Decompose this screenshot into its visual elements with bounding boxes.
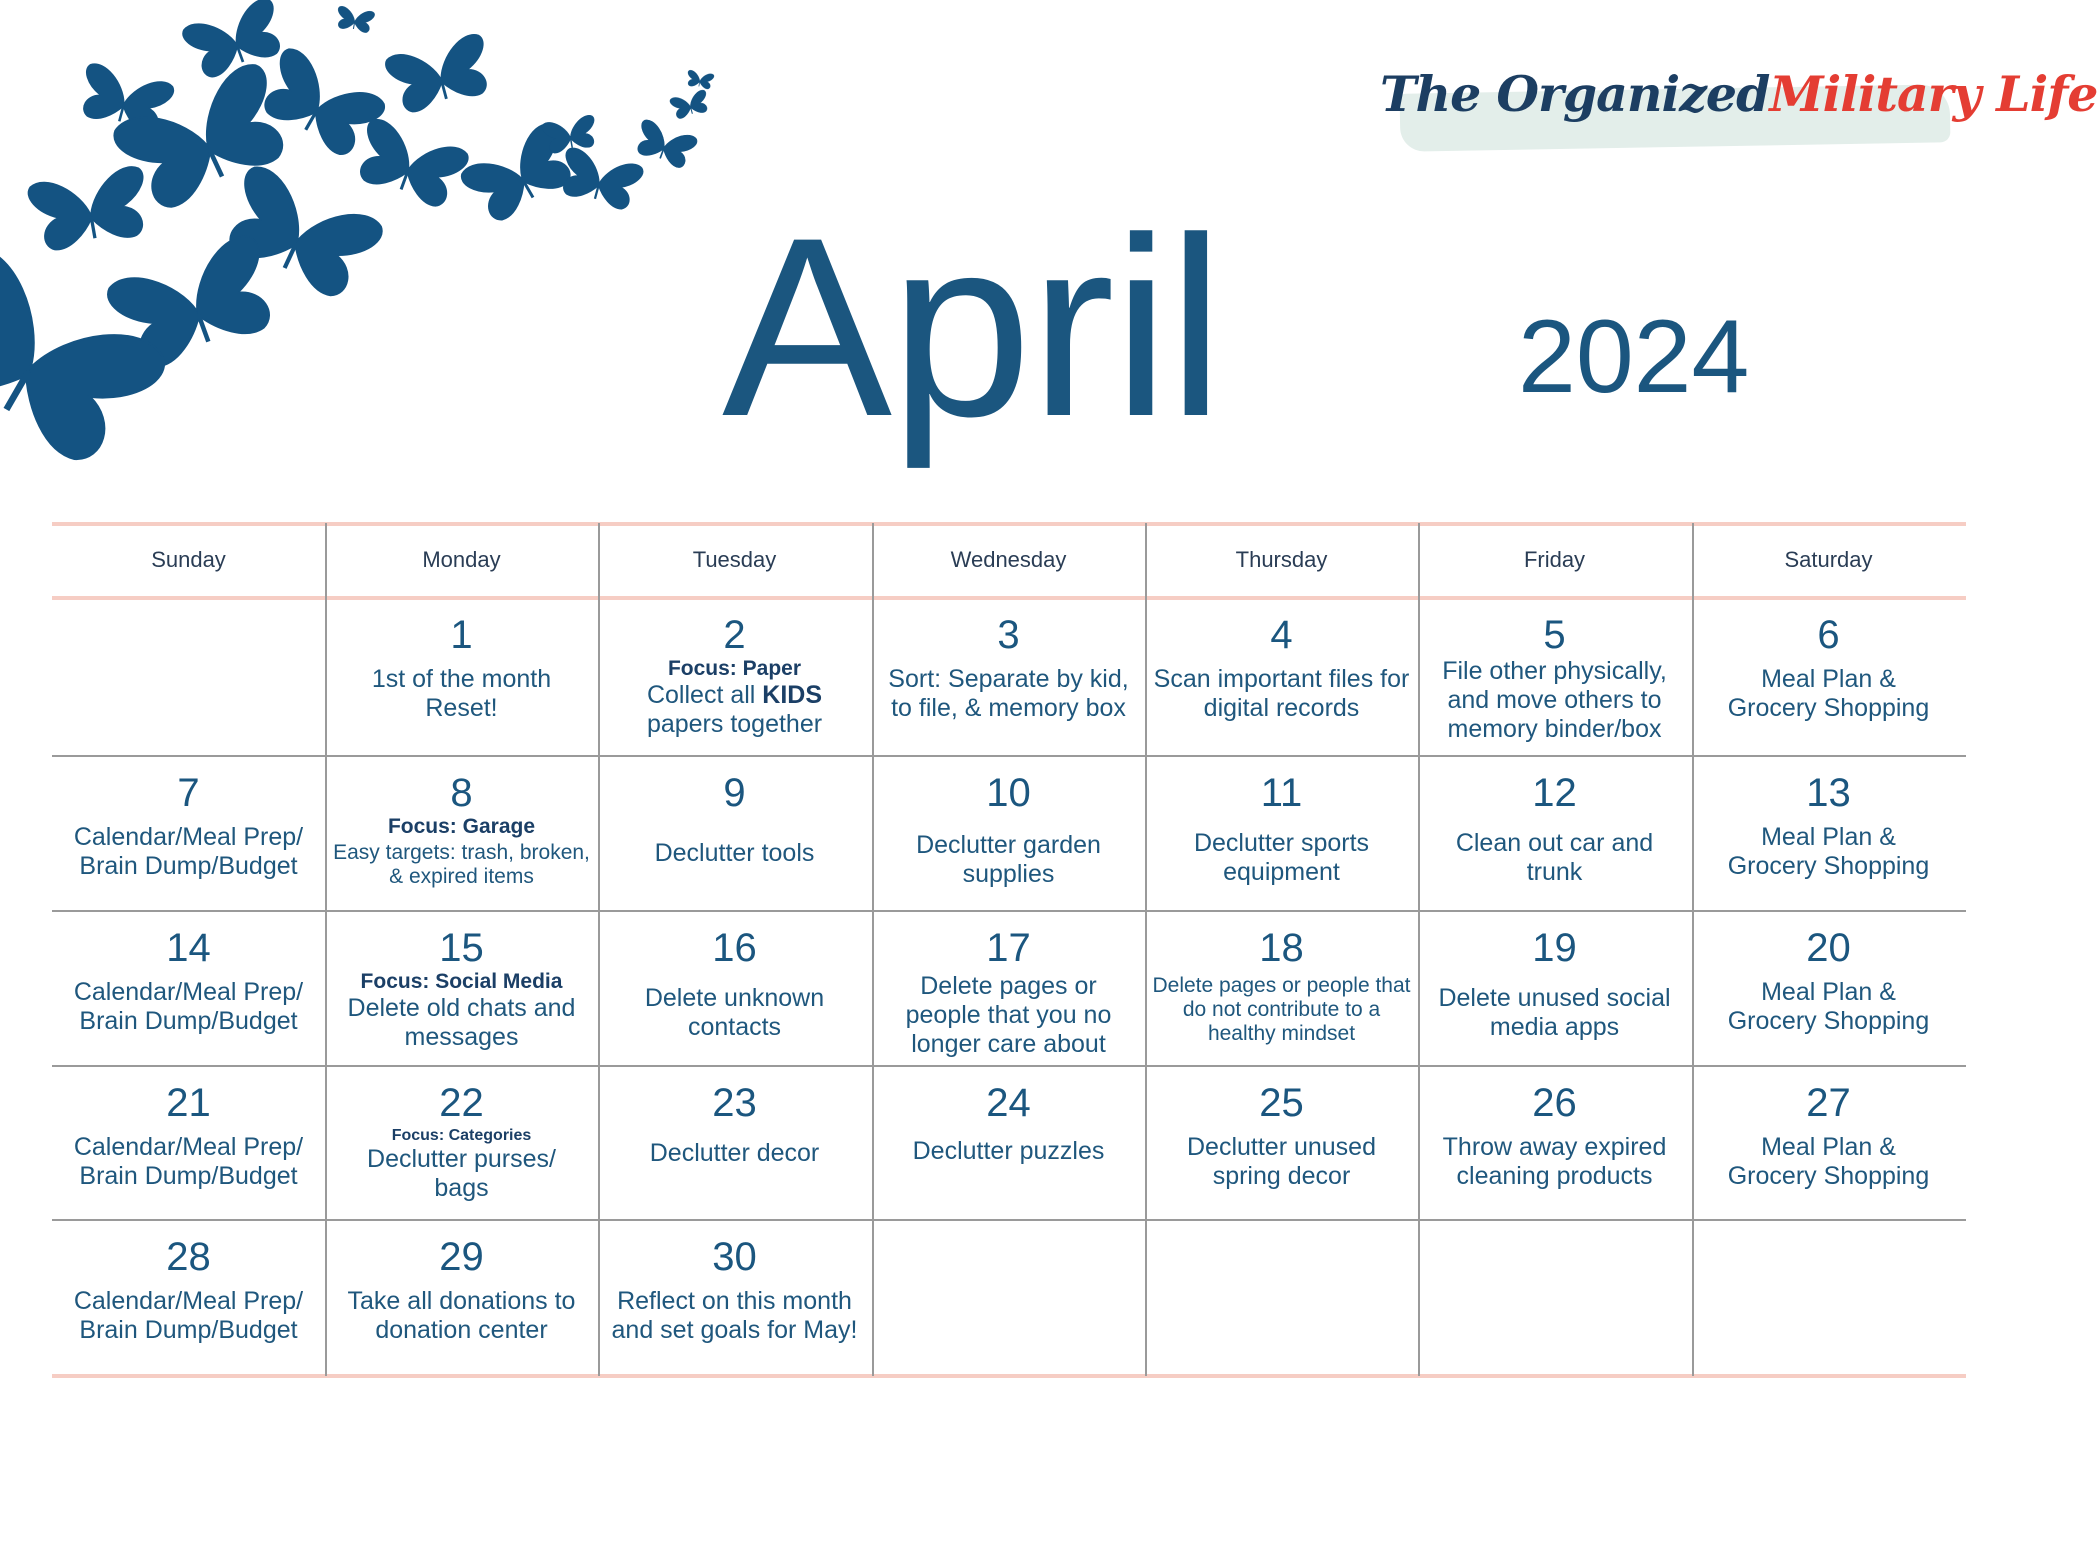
weekday-tuesday: Tuesday (692, 547, 777, 572)
day-cell-18 (1145, 912, 1418, 1067)
day-number: 13 (1806, 771, 1851, 815)
day-task: Clean out car and trunk (1455, 829, 1654, 886)
day-number: 24 (986, 1081, 1031, 1125)
butterfly-icon (384, 32, 496, 116)
day-number: 3 (997, 613, 1020, 657)
day-number: 11 (1260, 771, 1303, 815)
butterfly-icon (180, 0, 289, 82)
day-number: 9 (723, 771, 746, 815)
day-cell-1 (325, 599, 598, 754)
day-task: Calendar/Meal Prep/ Brain Dump/Budget (73, 978, 304, 1035)
day-focus: Focus: Categories (391, 1127, 532, 1144)
day-cell-4 (1145, 599, 1418, 754)
day-task: Meal Plan & Grocery Shopping (1727, 823, 1930, 880)
day-task: Calendar/Meal Prep/ Brain Dump/Budget (73, 1133, 304, 1190)
day-cell-24 (872, 1067, 1145, 1222)
day-cell-11 (1145, 757, 1418, 912)
day-task: Declutter sports equipment (1193, 829, 1370, 886)
day-task: File other physically, and move others to memory binder/box (1442, 657, 1667, 743)
weekday-wednesday: Wednesday (950, 547, 1067, 572)
day-task: Sort: Separate by kid, to file, & memory box (888, 665, 1129, 722)
day-task: Declutter puzzles (912, 1137, 1105, 1165)
day-cell-3 (872, 599, 1145, 754)
butterfly-icon (556, 146, 645, 212)
day-number: 18 (1259, 926, 1304, 970)
day-number: 21 (166, 1081, 211, 1125)
day-number: 30 (712, 1235, 757, 1279)
day-task: Easy targets: trash, broken, & expired items (333, 841, 590, 889)
day-focus: Focus: Paper (667, 657, 802, 680)
day-task: Delete unknown contacts (644, 984, 825, 1041)
day-cell-10 (872, 757, 1145, 912)
butterflies-decoration (0, 0, 720, 480)
day-task: Delete pages or people that you no longer care about (905, 972, 1112, 1058)
day-task: Calendar/Meal Prep/ Brain Dump/Budget (73, 1287, 304, 1344)
day-task: Declutter decor (649, 1139, 820, 1167)
day-number: 12 (1532, 771, 1577, 815)
day-task: Throw away expired cleaning products (1442, 1133, 1667, 1190)
day-task: Meal Plan & Grocery Shopping (1727, 978, 1930, 1035)
day-number: 22 (439, 1081, 484, 1125)
day-cell-23 (598, 1067, 871, 1222)
day-cell-26 (1418, 1067, 1691, 1222)
day-cell-28 (52, 1221, 325, 1376)
butterfly-icon (350, 116, 471, 211)
day-number: 17 (986, 926, 1031, 970)
day-task: Meal Plan & Grocery Shopping (1727, 665, 1930, 722)
day-number: 10 (986, 771, 1031, 815)
day-cell-17 (872, 912, 1145, 1067)
butterfly-icon (0, 240, 171, 477)
butterfly-icon (686, 70, 715, 90)
day-task: 1st of the month Reset! (371, 665, 552, 722)
day-task: Meal Plan & Grocery Shopping (1727, 1133, 1930, 1190)
weekday-sunday: Sunday (151, 547, 226, 572)
day-task-emphasis: KIDS (762, 681, 823, 710)
day-number: 1 (450, 613, 473, 657)
day-cell-14 (52, 912, 325, 1067)
day-task (635, 681, 835, 739)
logo-text-part1: The Organized (1380, 65, 1770, 123)
day-cell-30 (598, 1221, 871, 1376)
day-number: 7 (177, 771, 200, 815)
day-cell-25 (1145, 1067, 1418, 1222)
day-task: Take all donations to donation center (347, 1287, 576, 1344)
day-cell-6 (1692, 599, 1965, 754)
day-number: 8 (450, 771, 473, 815)
day-task: Declutter purses/ bags (367, 1145, 556, 1203)
day-number: 5 (1543, 613, 1566, 657)
day-task: Calendar/Meal Prep/ Brain Dump/Budget (73, 823, 304, 880)
day-number: 26 (1532, 1081, 1577, 1125)
day-number: 6 (1817, 613, 1840, 657)
butterfly-icon (27, 165, 153, 254)
day-task-part: Collect all (646, 681, 756, 710)
weekday-friday: Friday (1523, 547, 1586, 572)
day-cell-29 (325, 1221, 598, 1376)
weekday-thursday: Thursday (1235, 547, 1328, 572)
day-task: Declutter unused spring decor (1186, 1133, 1376, 1190)
day-cell-13 (1692, 757, 1965, 912)
day-number: 16 (712, 926, 757, 970)
day-cell-2 (598, 599, 871, 754)
day-cell-27 (1692, 1067, 1965, 1222)
day-number: 20 (1806, 926, 1851, 970)
day-number: 28 (166, 1235, 211, 1279)
day-number: 25 (1259, 1081, 1304, 1125)
day-number: 23 (712, 1081, 757, 1125)
day-cell-8 (325, 757, 598, 912)
weekday-monday: Monday (422, 547, 501, 572)
day-number: 29 (439, 1235, 484, 1279)
calendar-grid (52, 523, 1966, 1385)
butterfly-icon (335, 6, 375, 34)
month-title: April (722, 185, 1223, 470)
day-cell-21 (52, 1067, 325, 1222)
day-cell-19 (1418, 912, 1691, 1067)
day-task-part: papers together (646, 709, 823, 738)
day-task: Declutter tools (654, 839, 815, 867)
butterfly-icon (669, 89, 710, 120)
day-task: Reflect on this month and set goals for May! (611, 1287, 858, 1344)
day-focus: Focus: Garage (387, 815, 536, 838)
day-cell-5 (1418, 599, 1691, 754)
day-number: 15 (439, 926, 484, 970)
brand-logo (1360, 55, 2097, 155)
day-cell-20 (1692, 912, 1965, 1067)
day-task: Declutter garden supplies (916, 831, 1101, 888)
day-cell-16 (598, 912, 871, 1067)
day-number: 14 (166, 926, 211, 970)
day-task: Scan important files for digital records (1153, 665, 1410, 722)
day-cell-7 (52, 757, 325, 912)
day-number: 4 (1270, 613, 1293, 657)
weekday-saturday: Saturday (1784, 547, 1873, 572)
day-cell-9 (598, 757, 871, 912)
day-cell-15 (325, 912, 598, 1067)
day-cell-22 (325, 1067, 598, 1222)
day-task: Delete old chats and messages (347, 994, 576, 1051)
butterfly-icon (632, 118, 698, 171)
day-cell-12 (1418, 757, 1691, 912)
day-number: 19 (1532, 926, 1577, 970)
logo-text (1380, 65, 2097, 123)
day-task: Delete pages or people that do not contribute to a healthy mindset (1152, 974, 1411, 1046)
day-task: Delete unused social media apps (1438, 984, 1671, 1041)
day-focus: Focus: Social Media (360, 970, 563, 993)
logo-text-part2: Military Life (1769, 65, 2097, 123)
day-number: 27 (1806, 1081, 1851, 1125)
day-number: 2 (723, 613, 746, 657)
year-title: 2024 (1518, 299, 1750, 415)
